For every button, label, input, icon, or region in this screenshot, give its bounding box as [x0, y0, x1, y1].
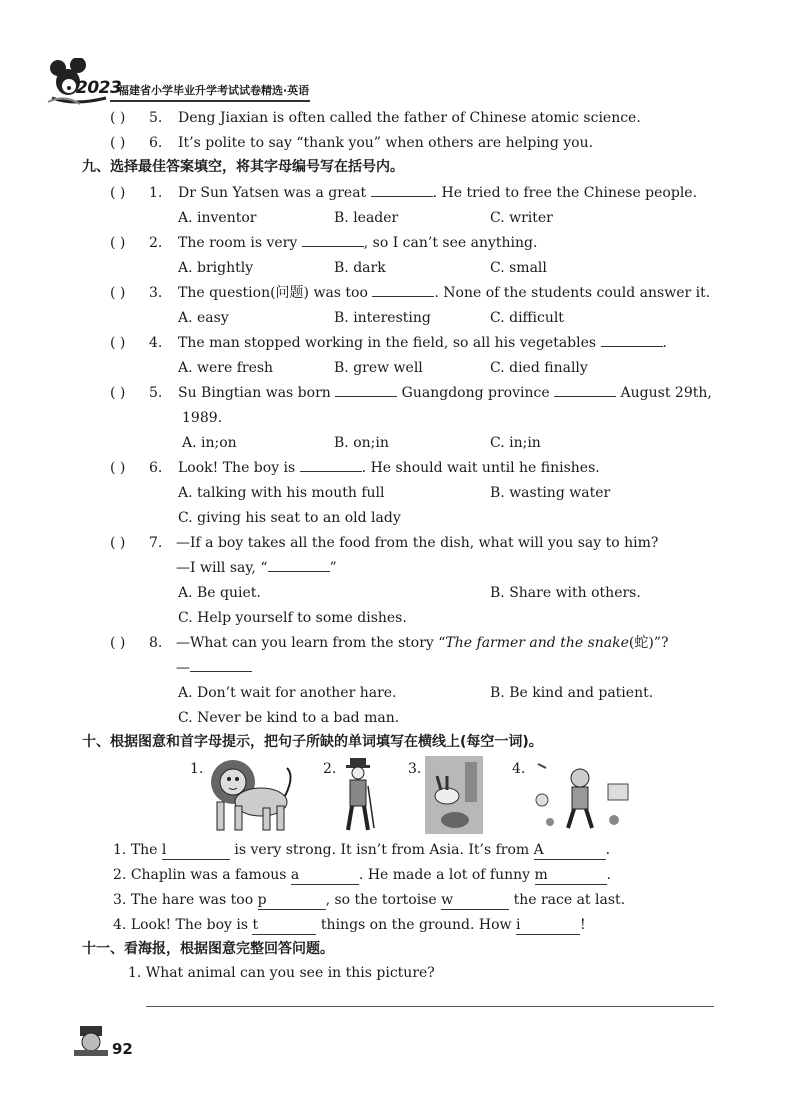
- s9-q1-option-b[interactable]: B. leader: [334, 210, 399, 226]
- picture-label-4: 4.: [512, 761, 526, 777]
- page-number: 92: [112, 1040, 133, 1058]
- question-5-text: Deng Jiaxian is often called the father of Chinese atomic science.: [178, 110, 641, 126]
- s9-q2-option-c[interactable]: C. small: [490, 260, 547, 276]
- question-5-number: 5.: [149, 110, 163, 126]
- s9-q5-paren[interactable]: ( ): [110, 385, 126, 401]
- s9-q5-option-b[interactable]: B. on;in: [334, 435, 389, 451]
- s9-q8-option-a[interactable]: A. Don’t wait for another hare.: [178, 685, 397, 701]
- s9-q5-option-a[interactable]: A. in;on: [182, 435, 237, 451]
- lion-picture: [205, 756, 295, 838]
- s9-q6-option-a[interactable]: A. talking with his mouth full: [178, 485, 385, 501]
- chaplin-picture: [338, 756, 378, 838]
- s11-answer-line[interactable]: [146, 1006, 714, 1007]
- s9-q1-option-c[interactable]: C. writer: [490, 210, 553, 226]
- s9-q4-number: 4.: [149, 335, 163, 351]
- s9-q7-paren[interactable]: ( ): [110, 535, 126, 551]
- s9-q6-paren[interactable]: ( ): [110, 460, 126, 476]
- s10-sentence-4: 4. Look! The boy is t things on the ground. How i !: [113, 917, 586, 933]
- s10-sentence-2: 2. Chaplin was a famous a . He made a lot of funny m .: [113, 867, 611, 883]
- s9-q4-stem: The man stopped working in the field, so all his vegetables .: [178, 335, 667, 351]
- section-10-title: 十、根据图意和首字母提示，把句子所缺的单词填写在横线上(每空一词)。: [82, 734, 543, 750]
- s9-q2-option-a[interactable]: A. brightly: [178, 260, 254, 276]
- s9-q3-number: 3.: [149, 285, 163, 301]
- section-11-title: 十一、看海报，根据图意完整回答问题。: [82, 941, 334, 957]
- s9-q1-option-a[interactable]: A. inventor: [178, 210, 257, 226]
- s9-q6-option-b[interactable]: B. wasting water: [490, 485, 611, 501]
- s9-q8-option-c[interactable]: C. Never be kind to a bad man.: [178, 710, 400, 726]
- s9-q3-option-a[interactable]: A. easy: [178, 310, 229, 326]
- s9-q4-paren[interactable]: ( ): [110, 335, 126, 351]
- s9-q2-stem: The room is very , so I can’t see anything.: [178, 235, 538, 251]
- s9-q8-number: 8.: [149, 635, 163, 651]
- s9-q7-number: 7.: [149, 535, 163, 551]
- s9-q5-number: 5.: [149, 385, 163, 401]
- s9-q1-number: 1.: [149, 185, 163, 201]
- s9-q7-reply: —I will say, “ ”: [176, 560, 337, 576]
- picture-label-2: 2.: [323, 761, 337, 777]
- s10-sentence-3: 3. The hare was too p , so the tortoise w the race at last.: [113, 892, 626, 908]
- question-6-paren[interactable]: ( ): [110, 135, 126, 151]
- picture-label-3: 3.: [408, 761, 422, 777]
- s9-q4-option-b[interactable]: B. grew well: [334, 360, 423, 376]
- s9-q5-stem: Su Bingtian was born Guangdong province August 29th,: [178, 385, 712, 401]
- s9-q7-stem: —If a boy takes all the food from the dish, what will you say to him?: [176, 535, 659, 551]
- s9-q3-option-c[interactable]: C. difficult: [490, 310, 564, 326]
- s9-q6-number: 6.: [149, 460, 163, 476]
- s9-q7-option-b[interactable]: B. Share with others.: [490, 585, 641, 601]
- hare-tortoise-picture: [425, 756, 483, 838]
- footer-mascot-icon: [70, 1022, 112, 1062]
- s9-q2-paren[interactable]: ( ): [110, 235, 126, 251]
- s9-q1-stem: Dr Sun Yatsen was a great . He tried to free the Chinese people.: [178, 185, 698, 201]
- s9-q6-option-c[interactable]: C. giving his seat to an old lady: [178, 510, 401, 526]
- s11-question-1: 1. What animal can you see in this picture?: [128, 965, 435, 981]
- picture-label-1: 1.: [190, 761, 204, 777]
- s9-q1-paren[interactable]: ( ): [110, 185, 126, 201]
- question-5-paren[interactable]: ( ): [110, 110, 126, 126]
- s9-q7-option-c[interactable]: C. Help yourself to some dishes.: [178, 610, 407, 626]
- s9-q2-option-b[interactable]: B. dark: [334, 260, 386, 276]
- s9-q2-number: 2.: [149, 235, 163, 251]
- s9-q8-paren[interactable]: ( ): [110, 635, 126, 651]
- s9-q8-option-b[interactable]: B. Be kind and patient.: [490, 685, 654, 701]
- boy-littering-picture: [528, 756, 634, 838]
- header-year: 2023: [76, 78, 122, 98]
- s9-q8-stem: —What can you learn from the story “The farmer and the snake(蛇)”?: [176, 635, 669, 651]
- s9-q4-option-c[interactable]: C. died finally: [490, 360, 588, 376]
- s9-q5-option-c[interactable]: C. in;in: [490, 435, 541, 451]
- header-rule: [110, 100, 310, 102]
- s9-q6-stem: Look! The boy is . He should wait until he finishes.: [178, 460, 600, 476]
- s9-q8-reply: —: [176, 659, 252, 677]
- question-6-number: 6.: [149, 135, 163, 151]
- s10-sentence-1: 1. The l is very strong. It isn’t from Asia. It’s from A .: [113, 842, 611, 858]
- s9-q4-option-a[interactable]: A. were fresh: [178, 360, 274, 376]
- s9-q3-option-b[interactable]: B. interesting: [334, 310, 431, 326]
- s9-q7-option-a[interactable]: A. Be quiet.: [178, 585, 261, 601]
- s9-q3-stem: The question(问题) was too . None of the students could answer it.: [178, 285, 711, 301]
- s9-q5-stem-cont: 1989.: [182, 410, 223, 426]
- header-title: 福建省小学毕业升学考试试卷精选·英语: [118, 84, 310, 97]
- section-9-title: 九、选择最佳答案填空，将其字母编号写在括号内。: [82, 159, 404, 175]
- question-6-text: It’s polite to say “thank you” when others are helping you.: [178, 135, 594, 151]
- s9-q3-paren[interactable]: ( ): [110, 285, 126, 301]
